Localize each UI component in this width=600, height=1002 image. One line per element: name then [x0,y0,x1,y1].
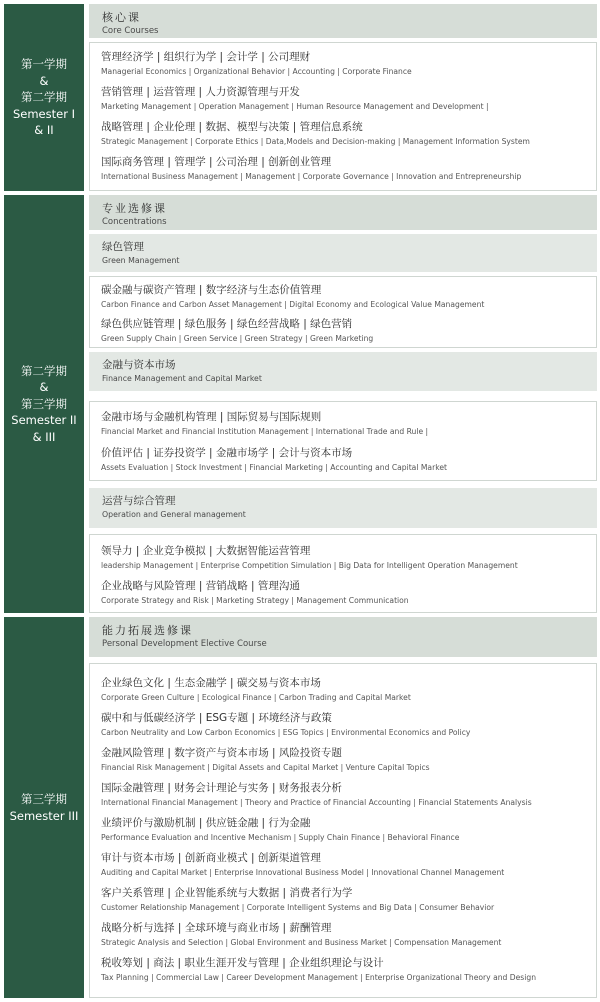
course-row-en: Marketing Management | Operation Management | Human Resource Management and Development | [101,102,489,111]
finance-capital-market-header [89,352,597,391]
semester-label-text: 第三学期 Semester III [9,792,79,823]
course-row-en: Corporate Green Culture | Ecological Finance | Carbon Trading and Capital Market [101,693,411,702]
course-row-en: Carbon Neutrality and Low Carbon Economics | ESG Topics | Environmental Economics and Policy [101,728,471,737]
course-row [101,120,592,147]
course-row-zh: 领导力 | 企业竞争模拟 | 大数据智能运营管理 [101,545,311,557]
course-row-en: Managerial Economics | Organizational Behavior | Accounting | Corporate Finance [101,67,412,76]
course-row-zh: 税收筹划 | 商法 | 职业生涯开发与管理 | 企业组织理论与设计 [101,957,384,969]
course-row-en: Carbon Finance and Carbon Asset Management | Digital Economy and Ecological Value Management [101,300,485,309]
course-row-en: Financial Risk Management | Digital Assets and Capital Market | Venture Capital Topics [101,763,430,772]
course-row-zh: 绿色供应链管理 | 绿色服务 | 绿色经营战略 | 绿色营销 [101,318,353,330]
course-row-en: Financial Market and Financial Institution Management | International Trade and Rule | [101,427,429,436]
group-title-en: Green Management [102,256,180,265]
course-row [101,410,592,437]
section-title-en: Personal Development Elective Course [102,639,267,649]
course-row-en: leadership Management | Enterprise Competition Simulation | Big Data for Intelligent Operation Management [101,561,518,570]
course-row-zh: 价值评估 | 证券投资学 | 金融市场学 | 会计与资本市场 [101,447,353,459]
course-row-zh: 战略分析与选择 | 全球环境与商业市场 | 薪酬管理 [101,922,332,934]
course-row [101,579,592,606]
group-title-en: Operation and General management [102,510,246,519]
elective-list [89,663,597,998]
course-row [101,816,592,843]
course-row-zh: 企业战略与风险管理 | 营销战略 | 管理沟通 [101,580,300,592]
course-row-en: International Business Management | Management | Corporate Governance | Innovation and Entrepreneurship [101,172,522,181]
course-row-zh: 审计与资本市场 | 创新商业模式 | 创新渠道管理 [101,852,321,864]
course-row [101,283,592,310]
course-row-zh: 国际商务管理 | 管理学 | 公司治理 | 创新创业管理 [101,156,332,168]
operation-general-list [89,534,597,613]
section-title-zh: 专业选修课 [102,202,167,215]
course-row [101,446,592,473]
course-row-zh: 营销管理 | 运营管理 | 人力资源管理与开发 [101,86,300,98]
group-title-en: Finance Management and Capital Market [102,374,262,383]
course-row [101,676,592,703]
course-row-en: Performance Evaluation and Incentive Mechanism | Supply Chain Finance | Behavioral Finance [101,833,460,842]
concentrations-header [89,195,597,230]
semester-label-text: 第二学期 & 第三学期 Semester II & III [11,363,77,444]
course-row [101,886,592,913]
section-title-zh: 能力拓展选修课 [102,624,193,637]
core-courses-list [89,42,597,191]
course-row [101,746,592,773]
course-row-en: Customer Relationship Management | Corporate Intelligent Systems and Big Data | Consumer Behavior [101,903,495,912]
course-row-en: Assets Evaluation | Stock Investment | Financial Marketing | Accounting and Capital Market [101,463,447,472]
group-title-zh: 绿色管理 [102,241,144,253]
green-management-list [89,276,597,348]
course-row-zh: 客户关系管理 | 企业智能系统与大数据 | 消费者行为学 [101,887,353,899]
course-row [101,50,592,77]
course-row-zh: 碳金融与碳资产管理 | 数字经济与生态价值管理 [101,284,322,296]
course-row-en: International Financial Management | Theory and Practice of Financial Accounting | Financial Statements Analysis [101,798,532,807]
section-title-en: Concentrations [102,217,167,227]
finance-capital-market-list [89,401,597,481]
group-title-zh: 运营与综合管理 [102,495,176,507]
course-row [101,851,592,878]
group-title-zh: 金融与资本市场 [102,359,176,371]
course-row-en: Corporate Strategy and Risk | Marketing Strategy | Management Communication [101,596,409,605]
course-row-zh: 金融风险管理 | 数字资产与资本市场 | 风险投资专题 [101,747,342,759]
course-row-en: Auditing and Capital Market | Enterprise Innovational Business Model | Innovational Channel Management [101,868,505,877]
course-row-zh: 国际金融管理 | 财务会计理论与实务 | 财务报表分析 [101,782,342,794]
course-row-zh: 战略管理 | 企业伦理 | 数据、模型与决策 | 管理信息系统 [101,121,363,133]
course-row-zh: 碳中和与低碳经济学 | ESG专题 | 环境经济与政策 [101,712,332,724]
course-row-en: Tax Planning | Commercial Law | Career Development Management | Enterprise Organizational Theory and Design [101,973,537,982]
course-row [101,956,592,983]
section-title-zh: 核心课 [102,11,141,24]
course-row [101,544,592,571]
course-row [101,781,592,808]
course-row-zh: 业绩评价与激励机制 | 供应链金融 | 行为金融 [101,817,311,829]
course-row [101,317,592,344]
elective-header [89,617,597,657]
operation-general-header [89,488,597,528]
course-row-zh: 企业绿色文化 | 生态金融学 | 碳交易与资本市场 [101,677,321,689]
course-row [101,155,592,182]
course-row [101,85,592,112]
semester-label-1-2 [4,4,84,191]
semester-label-text: 第一学期 & 第二学期 Semester I & II [12,57,75,138]
semester-label-3 [4,617,84,998]
semester-label-2-3 [4,195,84,613]
core-courses-header [89,4,597,38]
green-management-header [89,234,597,272]
course-row-en: Strategic Analysis and Selection | Global Environment and Business Market | Compensation Management [101,938,502,947]
course-row-en: Green Supply Chain | Green Service | Green Strategy | Green Marketing [101,334,374,343]
course-row [101,921,592,948]
course-row-zh: 金融市场与金融机构管理 | 国际贸易与国际规则 [101,411,322,423]
course-row [101,711,592,738]
course-row-zh: 管理经济学 | 组织行为学 | 会计学 | 公司理财 [101,51,311,63]
course-row-en: Strategic Management | Corporate Ethics | Data,Models and Decision-making | Management Information System [101,137,530,146]
section-title-en: Core Courses [102,26,159,36]
